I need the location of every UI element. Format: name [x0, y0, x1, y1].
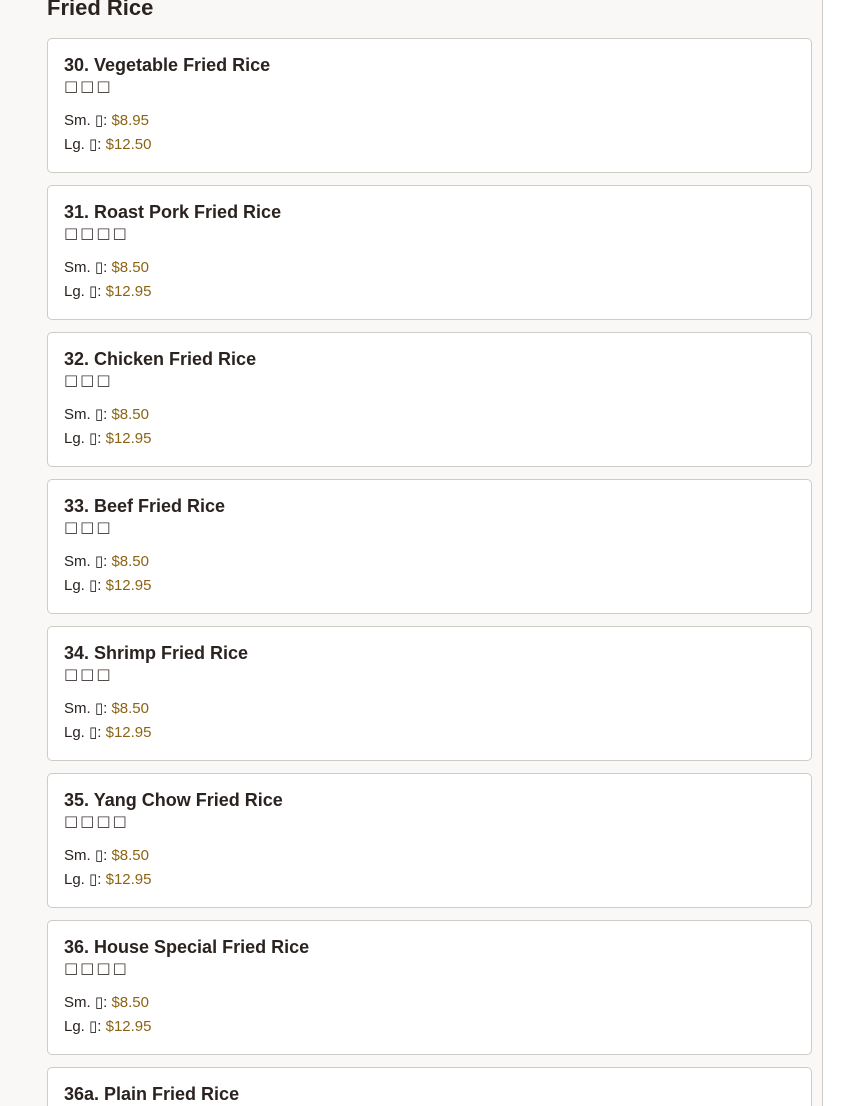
menu-item-card[interactable]: [47, 479, 812, 614]
small-price: $8.50: [111, 700, 149, 717]
menu-item-list: [47, 38, 812, 1106]
large-price-line: [64, 280, 795, 304]
menu-item-card[interactable]: [47, 332, 812, 467]
menu-item-card[interactable]: [47, 1067, 812, 1106]
item-chinese-name: □□□□: [64, 959, 129, 977]
small-size-label: Sm. ▯:: [64, 700, 112, 717]
small-size-label: Sm. ▯:: [64, 259, 112, 276]
small-price-line: [64, 697, 795, 721]
item-name: 36. House Special Fried Rice: [64, 937, 310, 957]
small-size-label: Sm. ▯:: [64, 553, 112, 570]
small-size-label: Sm. ▯:: [64, 994, 112, 1011]
small-price-line: [64, 403, 795, 427]
item-chinese-name: □□□: [64, 371, 113, 389]
large-price: $12.95: [105, 283, 152, 300]
menu-item-card[interactable]: [47, 38, 812, 173]
small-price: $8.50: [111, 994, 149, 1011]
large-size-label: Lg. ▯:: [64, 430, 106, 447]
item-chinese-name: □□□□: [64, 224, 129, 242]
item-name: 31. Roast Pork Fried Rice: [64, 202, 282, 222]
large-price-line: [64, 1015, 795, 1039]
item-chinese-name: □□□□: [64, 812, 129, 830]
large-price: $12.95: [105, 724, 152, 741]
large-price: $12.95: [105, 430, 152, 447]
large-price-line: [64, 133, 795, 157]
small-price-line: [64, 991, 795, 1015]
large-price-line: [64, 868, 795, 892]
item-name: 34. Shrimp Fried Rice: [64, 643, 249, 663]
item-name: 30. Vegetable Fried Rice: [64, 55, 271, 75]
large-size-label: Lg. ▯:: [64, 871, 106, 888]
item-name: 36a. Plain Fried Rice: [64, 1084, 240, 1104]
small-size-label: Sm. ▯:: [64, 847, 112, 864]
small-price-line: [64, 109, 795, 133]
large-price: $12.95: [105, 1018, 152, 1035]
menu-item-card[interactable]: [47, 185, 812, 320]
small-size-label: Sm. ▯:: [64, 112, 112, 129]
large-price: $12.95: [105, 577, 152, 594]
small-price: $8.50: [111, 847, 149, 864]
large-price-line: [64, 574, 795, 598]
large-size-label: Lg. ▯:: [64, 577, 106, 594]
small-price-line: [64, 256, 795, 280]
small-price: $8.50: [111, 553, 149, 570]
item-name: 35. Yang Chow Fried Rice: [64, 790, 283, 810]
item-name: 32. Chicken Fried Rice: [64, 349, 257, 369]
large-price: $12.50: [105, 136, 152, 153]
menu-item-card[interactable]: [47, 626, 812, 761]
large-size-label: Lg. ▯:: [64, 1018, 106, 1035]
large-price-line: [64, 721, 795, 745]
item-chinese-name: □□□: [64, 518, 113, 536]
small-price: $8.50: [111, 406, 149, 423]
item-name: 33. Beef Fried Rice: [64, 496, 226, 516]
small-price-line: [64, 550, 795, 574]
item-chinese-name: □□□: [64, 665, 113, 683]
small-price: $8.95: [111, 112, 149, 129]
menu-item-card[interactable]: [47, 920, 812, 1055]
large-size-label: Lg. ▯:: [64, 724, 106, 741]
small-size-label: Sm. ▯:: [64, 406, 112, 423]
menu-item-card[interactable]: [47, 773, 812, 908]
small-price-line: [64, 844, 795, 868]
large-price: $12.95: [105, 871, 152, 888]
section-title: Fried Rice: [47, 0, 154, 20]
small-price: $8.50: [111, 259, 149, 276]
large-price-line: [64, 427, 795, 451]
item-chinese-name: □□□: [64, 77, 113, 95]
large-size-label: Lg. ▯:: [64, 136, 106, 153]
large-size-label: Lg. ▯:: [64, 283, 106, 300]
